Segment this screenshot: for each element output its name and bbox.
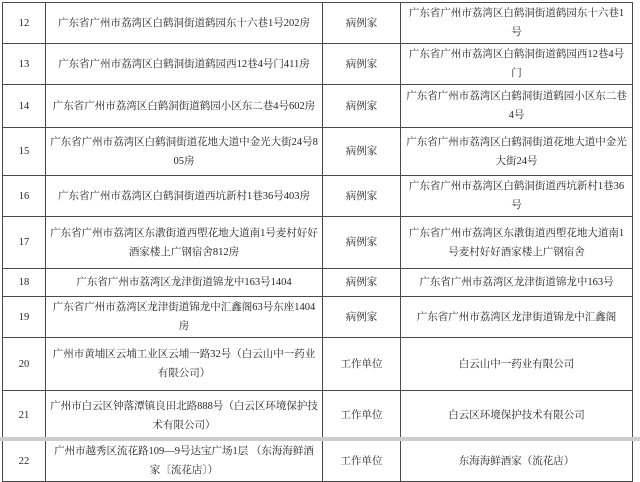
table-row [3,269,633,297]
address-table-body [3,3,633,482]
row-number-cell: 19 [3,297,46,338]
location-type-cell: 病例家 [323,3,401,44]
table-row [3,297,633,338]
row-number-cell: 13 [3,44,46,85]
location-type-cell: 病例家 [323,269,401,297]
table-row [3,128,633,176]
address-cell: 广东省广州市荔湾区白鹤洞街道鹤园东十六巷1号202房 [46,3,323,44]
location-type-cell: 工作单位 [323,391,401,441]
short-address-cell: 广东省广州市荔湾区白鹤洞街道花地大道中金光大街24号 [401,128,633,176]
address-cell: 广州市黄埔区云埔工业区云埔一路32号（白云山中一药业有限公司） [46,338,323,391]
address-cell: 广东省广州市荔湾区白鹤洞街道鹤园西12巷4号门411房 [46,44,323,85]
address-cell: 广州市越秀区流花路109—9号达宝广场1层 （东海海鲜酒家〔流花店〕） [46,441,323,482]
address-cell: 广东省广州市荔湾区白鹤洞街道鹤园小区东二巷4号602房 [46,85,323,128]
location-type-cell: 工作单位 [323,441,401,482]
address-table-container [2,2,633,482]
location-type-cell: 病例家 [323,128,401,176]
short-address-cell: 广东省广州市荔湾区白鹤洞街道鹤园西12巷4号门 [401,44,633,85]
address-cell: 广东省广州市荔湾区白鹤洞街道西坑新村1巷36号403房 [46,176,323,217]
short-address-cell: 广东省广州市荔湾区龙津街道锦龙中汇鑫阁 [401,297,633,338]
row-number-cell: 16 [3,176,46,217]
address-cell: 广东省广州市荔湾区龙津街道锦龙中汇鑫阁63号东座1404房 [46,297,323,338]
row-number-cell: 17 [3,217,46,269]
table-row [3,391,633,441]
short-address-cell: 广东省广州市荔湾区白鹤洞街道西坑新村1巷36号 [401,176,633,217]
short-address-cell: 白云区环境保护技术有限公司 [401,391,633,441]
address-cell: 广州市白云区钟落潭镇良田北路888号（白云区环境保护技术有限公司） [46,391,323,441]
row-number-cell: 14 [3,85,46,128]
short-address-cell: 广东省广州市荔湾区龙津街道锦龙中163号 [401,269,633,297]
row-number-cell: 20 [3,338,46,391]
location-type-cell: 病例家 [323,217,401,269]
short-address-cell: 东海海鲜酒家（流花店） [401,441,633,482]
address-cell: 广东省广州市荔湾区白鹤洞街道花地大道中金光大街24号805房 [46,128,323,176]
row-number-cell: 15 [3,128,46,176]
table-row [3,338,633,391]
table-row [3,441,633,482]
location-type-cell: 工作单位 [323,338,401,391]
short-address-cell: 广东省广州市荔湾区白鹤洞街道鹤园小区东二巷4号 [401,85,633,128]
address-table [2,2,633,482]
location-type-cell: 病例家 [323,176,401,217]
row-number-cell: 12 [3,3,46,44]
table-row [3,176,633,217]
address-cell: 广东省广州市荔湾区东漖街道西塱花地大道南1号麦村好好酒家楼上广钢宿舍812房 [46,217,323,269]
address-cell: 广东省广州市荔湾区龙津街道锦龙中163号1404 [46,269,323,297]
short-address-cell: 白云山中一药业有限公司 [401,338,633,391]
table-row [3,85,633,128]
short-address-cell: 广东省广州市荔湾区东漖街道西塱花地大道南1号麦村好好酒家楼上广钢宿舍 [401,217,633,269]
table-row [3,44,633,85]
short-address-cell: 广东省广州市荔湾区白鹤洞街道鹤园东十六巷1号 [401,3,633,44]
table-row [3,217,633,269]
page-bottom-strip [0,437,640,441]
row-number-cell: 22 [3,441,46,482]
row-number-cell: 21 [3,391,46,441]
location-type-cell: 病例家 [323,85,401,128]
table-row [3,3,633,44]
row-number-cell: 18 [3,269,46,297]
location-type-cell: 病例家 [323,44,401,85]
location-type-cell: 病例家 [323,297,401,338]
